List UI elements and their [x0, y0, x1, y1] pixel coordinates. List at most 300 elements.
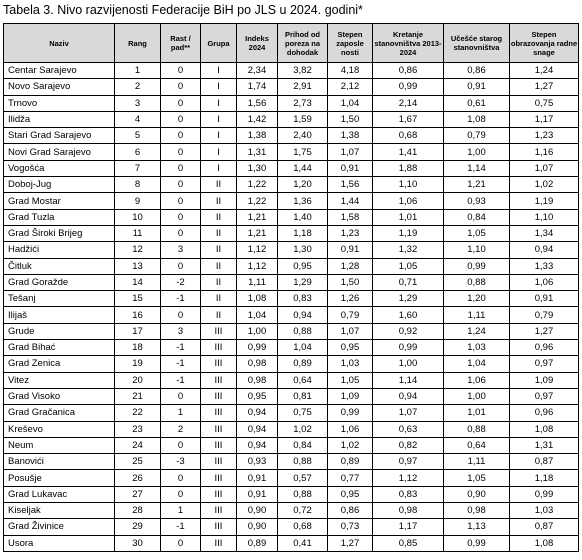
cell-ucesce: 1,05 — [444, 470, 510, 486]
table-row — [4, 177, 579, 193]
cell-zaposlenost: 1,07 — [328, 144, 373, 160]
cell-ucesce: 1,06 — [444, 372, 510, 388]
table-row — [4, 144, 579, 160]
cell-ucesce: 1,01 — [444, 405, 510, 421]
cell-indeks: 1,22 — [237, 193, 278, 209]
cell-kretanje: 1,32 — [373, 242, 444, 258]
cell-naziv: Vitez — [4, 372, 115, 388]
cell-rast-pad: 0 — [161, 486, 201, 502]
cell-prihod: 1,30 — [278, 242, 328, 258]
table-row — [4, 503, 579, 519]
cell-rang: 24 — [115, 437, 161, 453]
table-row — [4, 242, 579, 258]
cell-ucesce: 0,86 — [444, 63, 510, 79]
cell-ucesce: 0,91 — [444, 79, 510, 95]
cell-prihod: 0,75 — [278, 405, 328, 421]
table-row — [4, 405, 579, 421]
cell-rang: 3 — [115, 95, 161, 111]
cell-kretanje: 1,10 — [373, 177, 444, 193]
cell-obrazovanje: 1,24 — [510, 63, 579, 79]
cell-ucesce: 0,61 — [444, 95, 510, 111]
cell-indeks: 0,98 — [237, 372, 278, 388]
cell-zaposlenost: 1,27 — [328, 535, 373, 551]
cell-indeks: 1,74 — [237, 79, 278, 95]
cell-zaposlenost: 1,56 — [328, 177, 373, 193]
cell-obrazovanje: 1,08 — [510, 535, 579, 551]
cell-zaposlenost: 0,77 — [328, 470, 373, 486]
header-obrazovanje: Stepen obrazovanja radne snage — [510, 24, 579, 63]
cell-ucesce: 1,10 — [444, 242, 510, 258]
cell-indeks: 1,42 — [237, 111, 278, 127]
cell-kretanje: 1,12 — [373, 470, 444, 486]
table-row — [4, 421, 579, 437]
cell-obrazovanje: 0,87 — [510, 454, 579, 470]
cell-obrazovanje: 1,07 — [510, 160, 579, 176]
cell-grupa: III — [201, 323, 237, 339]
cell-rast-pad: 3 — [161, 242, 201, 258]
cell-kretanje: 1,05 — [373, 258, 444, 274]
cell-grupa: III — [201, 372, 237, 388]
cell-kretanje: 0,82 — [373, 437, 444, 453]
cell-grupa: III — [201, 388, 237, 404]
table-row — [4, 454, 579, 470]
cell-kretanje: 1,00 — [373, 356, 444, 372]
table-row — [4, 372, 579, 388]
cell-rang: 18 — [115, 340, 161, 356]
cell-naziv: Grad Lukavac — [4, 486, 115, 502]
cell-prihod: 1,02 — [278, 421, 328, 437]
cell-rast-pad: -1 — [161, 291, 201, 307]
cell-grupa: I — [201, 160, 237, 176]
cell-kretanje: 0,63 — [373, 421, 444, 437]
cell-indeks: 1,21 — [237, 209, 278, 225]
cell-ucesce: 1,08 — [444, 111, 510, 127]
cell-grupa: III — [201, 486, 237, 502]
cell-ucesce: 0,79 — [444, 128, 510, 144]
cell-rang: 5 — [115, 128, 161, 144]
cell-obrazovanje: 1,02 — [510, 177, 579, 193]
cell-zaposlenost: 4,18 — [328, 63, 373, 79]
header-kretanje: Kretanje stanovništva 2013-2024 — [373, 24, 444, 63]
cell-rang: 28 — [115, 503, 161, 519]
cell-obrazovanje: 0,96 — [510, 340, 579, 356]
cell-prihod: 0,41 — [278, 535, 328, 551]
cell-obrazovanje: 1,23 — [510, 128, 579, 144]
cell-rast-pad: 0 — [161, 63, 201, 79]
cell-prihod: 2,40 — [278, 128, 328, 144]
cell-grupa: III — [201, 405, 237, 421]
cell-prihod: 0,95 — [278, 258, 328, 274]
cell-ucesce: 0,98 — [444, 503, 510, 519]
cell-rast-pad: 0 — [161, 128, 201, 144]
cell-naziv: Ilidža — [4, 111, 115, 127]
cell-ucesce: 1,11 — [444, 454, 510, 470]
cell-zaposlenost: 0,99 — [328, 405, 373, 421]
cell-rast-pad: 0 — [161, 307, 201, 323]
cell-naziv: Centar Sarajevo — [4, 63, 115, 79]
cell-obrazovanje: 1,19 — [510, 193, 579, 209]
cell-naziv: Grad Živinice — [4, 519, 115, 535]
cell-zaposlenost: 1,23 — [328, 225, 373, 241]
cell-obrazovanje: 1,06 — [510, 274, 579, 290]
cell-rast-pad: 0 — [161, 209, 201, 225]
cell-rast-pad: -1 — [161, 356, 201, 372]
table-header-row — [4, 24, 579, 63]
cell-rang: 2 — [115, 79, 161, 95]
cell-naziv: Banovići — [4, 454, 115, 470]
header-ucesce: Učešće starog stanovništva — [444, 24, 510, 63]
cell-zaposlenost: 0,73 — [328, 519, 373, 535]
table-row — [4, 323, 579, 339]
cell-indeks: 0,94 — [237, 437, 278, 453]
cell-obrazovanje: 0,91 — [510, 291, 579, 307]
cell-prihod: 0,89 — [278, 356, 328, 372]
cell-zaposlenost: 1,28 — [328, 258, 373, 274]
cell-prihod: 1,40 — [278, 209, 328, 225]
cell-grupa: II — [201, 193, 237, 209]
cell-zaposlenost: 1,50 — [328, 111, 373, 127]
cell-indeks: 2,34 — [237, 63, 278, 79]
cell-naziv: Neum — [4, 437, 115, 453]
cell-grupa: III — [201, 454, 237, 470]
cell-rang: 11 — [115, 225, 161, 241]
table-caption: Tabela 3. Nivo razvijenosti Federacije BiH po JLS u 2024. godini* — [3, 3, 363, 17]
cell-grupa: II — [201, 258, 237, 274]
cell-kretanje: 0,86 — [373, 63, 444, 79]
cell-grupa: I — [201, 79, 237, 95]
cell-obrazovanje: 1,03 — [510, 503, 579, 519]
cell-ucesce: 0,64 — [444, 437, 510, 453]
cell-rast-pad: 0 — [161, 535, 201, 551]
cell-zaposlenost: 1,03 — [328, 356, 373, 372]
table-row — [4, 340, 579, 356]
cell-naziv: Tešanj — [4, 291, 115, 307]
cell-naziv: Novo Sarajevo — [4, 79, 115, 95]
cell-zaposlenost: 0,95 — [328, 486, 373, 502]
cell-indeks: 1,21 — [237, 225, 278, 241]
cell-naziv: Posušje — [4, 470, 115, 486]
cell-rast-pad: -2 — [161, 274, 201, 290]
cell-prihod: 2,73 — [278, 95, 328, 111]
cell-naziv: Kreševo — [4, 421, 115, 437]
cell-obrazovanje: 0,97 — [510, 388, 579, 404]
cell-ucesce: 1,04 — [444, 356, 510, 372]
cell-rang: 6 — [115, 144, 161, 160]
cell-obrazovanje: 1,27 — [510, 79, 579, 95]
cell-rast-pad: 0 — [161, 258, 201, 274]
cell-grupa: I — [201, 128, 237, 144]
cell-prihod: 0,64 — [278, 372, 328, 388]
table-row — [4, 209, 579, 225]
cell-ucesce: 0,93 — [444, 193, 510, 209]
cell-indeks: 0,99 — [237, 340, 278, 356]
cell-kretanje: 0,71 — [373, 274, 444, 290]
table-row — [4, 128, 579, 144]
cell-rang: 19 — [115, 356, 161, 372]
cell-rast-pad: 3 — [161, 323, 201, 339]
cell-prihod: 1,18 — [278, 225, 328, 241]
cell-rang: 1 — [115, 63, 161, 79]
cell-rang: 7 — [115, 160, 161, 176]
cell-naziv: Ilijaš — [4, 307, 115, 323]
cell-obrazovanje: 0,94 — [510, 242, 579, 258]
table-row — [4, 111, 579, 127]
cell-ucesce: 0,84 — [444, 209, 510, 225]
table-body — [4, 63, 579, 552]
table-row — [4, 437, 579, 453]
cell-naziv: Grad Mostar — [4, 193, 115, 209]
cell-kretanje: 0,99 — [373, 340, 444, 356]
cell-grupa: II — [201, 291, 237, 307]
cell-rang: 14 — [115, 274, 161, 290]
cell-naziv: Vogošća — [4, 160, 115, 176]
cell-kretanje: 0,98 — [373, 503, 444, 519]
cell-zaposlenost: 0,91 — [328, 242, 373, 258]
table-row — [4, 535, 579, 551]
cell-rang: 9 — [115, 193, 161, 209]
cell-zaposlenost: 1,07 — [328, 323, 373, 339]
table-container — [3, 23, 578, 552]
cell-ucesce: 1,13 — [444, 519, 510, 535]
table-row — [4, 291, 579, 307]
cell-obrazovanje: 0,99 — [510, 486, 579, 502]
cell-rast-pad: 0 — [161, 160, 201, 176]
cell-kretanje: 0,92 — [373, 323, 444, 339]
table-row — [4, 519, 579, 535]
cell-kretanje: 1,14 — [373, 372, 444, 388]
cell-ucesce: 1,00 — [444, 144, 510, 160]
cell-obrazovanje: 0,97 — [510, 356, 579, 372]
table-row — [4, 307, 579, 323]
cell-prihod: 3,82 — [278, 63, 328, 79]
cell-rang: 8 — [115, 177, 161, 193]
cell-rast-pad: 0 — [161, 193, 201, 209]
cell-ucesce: 1,03 — [444, 340, 510, 356]
cell-rast-pad: -1 — [161, 372, 201, 388]
cell-kretanje: 2,14 — [373, 95, 444, 111]
cell-obrazovanje: 1,31 — [510, 437, 579, 453]
cell-indeks: 1,04 — [237, 307, 278, 323]
cell-naziv: Grad Tuzla — [4, 209, 115, 225]
cell-kretanje: 0,94 — [373, 388, 444, 404]
cell-kretanje: 1,60 — [373, 307, 444, 323]
cell-indeks: 0,95 — [237, 388, 278, 404]
cell-rast-pad: -3 — [161, 454, 201, 470]
cell-grupa: I — [201, 95, 237, 111]
cell-obrazovanje: 0,87 — [510, 519, 579, 535]
cell-prihod: 0,88 — [278, 323, 328, 339]
cell-naziv: Trnovo — [4, 95, 115, 111]
table-row — [4, 225, 579, 241]
cell-indeks: 1,56 — [237, 95, 278, 111]
cell-prihod: 1,29 — [278, 274, 328, 290]
cell-rang: 13 — [115, 258, 161, 274]
cell-obrazovanje: 1,33 — [510, 258, 579, 274]
cell-ucesce: 1,24 — [444, 323, 510, 339]
cell-zaposlenost: 0,91 — [328, 160, 373, 176]
cell-ucesce: 1,00 — [444, 388, 510, 404]
cell-zaposlenost: 1,04 — [328, 95, 373, 111]
cell-rang: 4 — [115, 111, 161, 127]
cell-rast-pad: 1 — [161, 405, 201, 421]
cell-rast-pad: -1 — [161, 519, 201, 535]
cell-kretanje: 1,67 — [373, 111, 444, 127]
cell-prihod: 1,59 — [278, 111, 328, 127]
cell-obrazovanje: 1,18 — [510, 470, 579, 486]
cell-rang: 21 — [115, 388, 161, 404]
header-grupa: Grupa — [201, 24, 237, 63]
cell-obrazovanje: 1,27 — [510, 323, 579, 339]
cell-rast-pad: 0 — [161, 177, 201, 193]
cell-rang: 10 — [115, 209, 161, 225]
cell-rast-pad: 0 — [161, 225, 201, 241]
cell-prihod: 0,81 — [278, 388, 328, 404]
cell-rang: 17 — [115, 323, 161, 339]
cell-kretanje: 0,85 — [373, 535, 444, 551]
cell-rang: 29 — [115, 519, 161, 535]
cell-indeks: 0,89 — [237, 535, 278, 551]
cell-zaposlenost: 1,26 — [328, 291, 373, 307]
cell-zaposlenost: 1,09 — [328, 388, 373, 404]
cell-ucesce: 0,99 — [444, 535, 510, 551]
cell-zaposlenost: 0,95 — [328, 340, 373, 356]
cell-prihod: 0,68 — [278, 519, 328, 535]
cell-naziv: Usora — [4, 535, 115, 551]
cell-rast-pad: 1 — [161, 503, 201, 519]
cell-indeks: 0,90 — [237, 503, 278, 519]
cell-naziv: Doboj-Jug — [4, 177, 115, 193]
cell-zaposlenost: 1,44 — [328, 193, 373, 209]
cell-indeks: 1,22 — [237, 177, 278, 193]
cell-naziv: Čitluk — [4, 258, 115, 274]
cell-kretanje: 1,17 — [373, 519, 444, 535]
table-row — [4, 356, 579, 372]
table-row — [4, 274, 579, 290]
cell-rast-pad: 0 — [161, 388, 201, 404]
cell-naziv: Grude — [4, 323, 115, 339]
cell-grupa: III — [201, 535, 237, 551]
cell-kretanje: 1,01 — [373, 209, 444, 225]
cell-ucesce: 0,99 — [444, 258, 510, 274]
cell-prihod: 0,84 — [278, 437, 328, 453]
cell-naziv: Stari Grad Sarajevo — [4, 128, 115, 144]
cell-rast-pad: 0 — [161, 111, 201, 127]
cell-indeks: 0,93 — [237, 454, 278, 470]
cell-naziv: Kiseljak — [4, 503, 115, 519]
cell-obrazovanje: 1,10 — [510, 209, 579, 225]
cell-indeks: 0,91 — [237, 486, 278, 502]
cell-prihod: 2,91 — [278, 79, 328, 95]
table-row — [4, 79, 579, 95]
cell-prihod: 0,88 — [278, 486, 328, 502]
cell-indeks: 0,98 — [237, 356, 278, 372]
cell-ucesce: 1,14 — [444, 160, 510, 176]
table-row — [4, 486, 579, 502]
cell-rast-pad: 0 — [161, 144, 201, 160]
cell-obrazovanje: 1,16 — [510, 144, 579, 160]
cell-indeks: 0,90 — [237, 519, 278, 535]
cell-obrazovanje: 1,17 — [510, 111, 579, 127]
cell-ucesce: 1,11 — [444, 307, 510, 323]
cell-grupa: III — [201, 421, 237, 437]
cell-prihod: 0,72 — [278, 503, 328, 519]
cell-kretanje: 0,99 — [373, 79, 444, 95]
cell-naziv: Grad Bihać — [4, 340, 115, 356]
cell-rang: 30 — [115, 535, 161, 551]
cell-rast-pad: 2 — [161, 421, 201, 437]
header-naziv: Naziv — [4, 24, 115, 63]
cell-obrazovanje: 1,09 — [510, 372, 579, 388]
cell-zaposlenost: 0,86 — [328, 503, 373, 519]
cell-grupa: II — [201, 177, 237, 193]
cell-ucesce: 0,88 — [444, 274, 510, 290]
cell-rang: 26 — [115, 470, 161, 486]
cell-kretanje: 0,68 — [373, 128, 444, 144]
cell-indeks: 0,94 — [237, 421, 278, 437]
cell-ucesce: 0,88 — [444, 421, 510, 437]
cell-obrazovanje: 0,96 — [510, 405, 579, 421]
table-row — [4, 95, 579, 111]
cell-kretanje: 1,19 — [373, 225, 444, 241]
cell-kretanje: 0,97 — [373, 454, 444, 470]
cell-zaposlenost: 0,89 — [328, 454, 373, 470]
cell-rast-pad: 0 — [161, 79, 201, 95]
cell-naziv: Grad Gračanica — [4, 405, 115, 421]
header-indeks: Indeks 2024 — [237, 24, 278, 63]
cell-grupa: I — [201, 63, 237, 79]
cell-rang: 22 — [115, 405, 161, 421]
cell-rang: 16 — [115, 307, 161, 323]
cell-rang: 27 — [115, 486, 161, 502]
cell-prihod: 1,20 — [278, 177, 328, 193]
cell-rang: 12 — [115, 242, 161, 258]
cell-indeks: 1,31 — [237, 144, 278, 160]
cell-naziv: Novi Grad Sarajevo — [4, 144, 115, 160]
cell-kretanje: 1,41 — [373, 144, 444, 160]
cell-obrazovanje: 0,75 — [510, 95, 579, 111]
cell-rast-pad: 0 — [161, 470, 201, 486]
header-rang: Rang — [115, 24, 161, 63]
cell-rast-pad: -1 — [161, 340, 201, 356]
cell-obrazovanje: 0,79 — [510, 307, 579, 323]
cell-grupa: II — [201, 209, 237, 225]
cell-grupa: III — [201, 340, 237, 356]
cell-prihod: 0,57 — [278, 470, 328, 486]
development-index-table — [3, 23, 579, 552]
cell-indeks: 1,12 — [237, 242, 278, 258]
table-row — [4, 258, 579, 274]
table-row — [4, 160, 579, 176]
table-row — [4, 193, 579, 209]
cell-zaposlenost: 1,58 — [328, 209, 373, 225]
cell-grupa: II — [201, 274, 237, 290]
cell-kretanje: 1,06 — [373, 193, 444, 209]
cell-kretanje: 1,29 — [373, 291, 444, 307]
cell-indeks: 1,12 — [237, 258, 278, 274]
table-row — [4, 63, 579, 79]
header-prihod: Prihod od poreza na dohodak — [278, 24, 328, 63]
cell-zaposlenost: 1,38 — [328, 128, 373, 144]
cell-grupa: I — [201, 144, 237, 160]
cell-ucesce: 1,21 — [444, 177, 510, 193]
cell-indeks: 1,30 — [237, 160, 278, 176]
cell-rang: 15 — [115, 291, 161, 307]
cell-rast-pad: 0 — [161, 95, 201, 111]
cell-grupa: III — [201, 470, 237, 486]
cell-naziv: Grad Zenica — [4, 356, 115, 372]
cell-naziv: Grad Goražde — [4, 274, 115, 290]
cell-kretanje: 1,88 — [373, 160, 444, 176]
